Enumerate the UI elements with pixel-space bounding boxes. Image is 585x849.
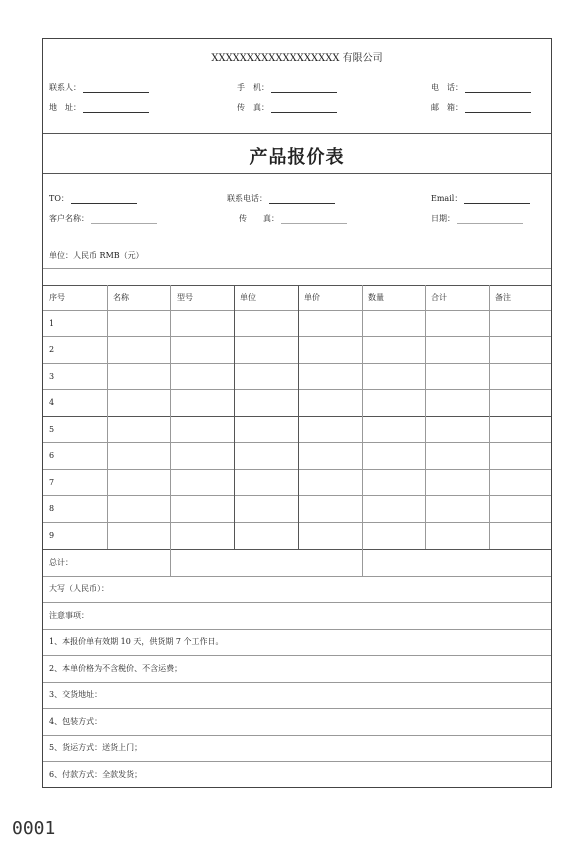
capital-amount-label: 大写（人民币）： (49, 584, 109, 593)
to-field[interactable] (49, 194, 137, 204)
table-row-divider (43, 416, 551, 417)
table-row-divider (43, 469, 551, 470)
mobile-field[interactable] (237, 83, 337, 93)
currency-unit-note: 单位：人民币 RMB（元） (49, 251, 144, 260)
table-row-divider (43, 363, 551, 364)
phone-field[interactable] (431, 83, 531, 93)
column-divider (425, 285, 426, 549)
notes-divider (43, 735, 551, 736)
column-divider (170, 285, 171, 576)
divider (43, 173, 551, 174)
customer-fax-label: 传 真： (239, 214, 279, 223)
customer-name-field[interactable] (49, 214, 157, 224)
mobile-label: 手 机： (237, 83, 269, 92)
header-fax-field[interactable] (237, 103, 337, 113)
header-email-label: 邮 箱： (431, 103, 463, 112)
table-header-divider (43, 310, 551, 311)
notes-divider (43, 629, 551, 630)
column-header-remarks: 备注 (495, 293, 511, 302)
company-name: XXXXXXXXXXXXXXXXXX 有限公司 (211, 53, 383, 64)
customer-name-label: 客户名称： (49, 214, 89, 223)
column-header-name: 名称 (113, 293, 129, 302)
note-item: 2、本单价格为不含税价、不含运费； (49, 664, 183, 673)
column-header-quantity: 数量 (368, 293, 384, 302)
address-line (83, 104, 149, 113)
row-number: 4 (49, 398, 55, 407)
table-row-divider (43, 389, 551, 390)
contact-phone-label: 联系电话： (227, 194, 267, 203)
contact-phone-line (269, 195, 335, 204)
contact-person-line (83, 84, 149, 93)
column-header-unit-price: 单价 (304, 293, 320, 302)
customer-fax-line (281, 215, 347, 224)
column-divider (107, 285, 108, 549)
contact-person-field[interactable] (49, 83, 149, 93)
column-header-subtotal: 合计 (431, 293, 447, 302)
to-line (71, 195, 137, 204)
date-label: 日期： (431, 214, 455, 223)
notes-heading: 注意事项： (49, 611, 89, 620)
customer-fax-field[interactable] (239, 214, 347, 224)
mobile-line (271, 84, 337, 93)
phone-label: 电 话： (431, 83, 463, 92)
contact-phone-field[interactable] (227, 194, 335, 204)
note-item: 1、本报价单有效期 10 天，供货期 7 个工作日。 (49, 637, 224, 646)
total-label: 总计： (49, 558, 73, 567)
row-number: 6 (49, 451, 55, 460)
to-label: TO： (49, 194, 69, 203)
notes-divider (43, 682, 551, 683)
row-number: 5 (49, 425, 55, 434)
table-row-divider (43, 522, 551, 523)
address-field[interactable] (49, 103, 149, 113)
page-number: 0001 (12, 818, 56, 839)
quotation-form (42, 38, 552, 788)
notes-divider (43, 708, 551, 709)
header-fax-label: 传 真： (237, 103, 269, 112)
table-row-divider (43, 336, 551, 337)
column-divider (298, 285, 299, 549)
header-email-field[interactable] (431, 103, 531, 113)
row-number: 2 (49, 345, 55, 354)
page-title: 产品报价表 (249, 147, 345, 168)
row-number: 7 (49, 478, 55, 487)
customer-name-line (91, 215, 157, 224)
header-fax-line (271, 104, 337, 113)
table-row-divider (43, 549, 551, 550)
date-line (457, 215, 523, 224)
table-row-divider (43, 495, 551, 496)
date-field[interactable] (431, 214, 523, 224)
row-number: 8 (49, 504, 55, 513)
divider (43, 133, 551, 134)
notes-divider (43, 761, 551, 762)
divider (43, 268, 551, 269)
row-number: 1 (49, 319, 55, 328)
note-item: 3、交货地址： (49, 690, 103, 699)
divider (43, 285, 551, 286)
customer-email-line (464, 195, 530, 204)
notes-divider (43, 655, 551, 656)
column-header-index: 序号 (49, 293, 65, 302)
contact-person-label: 联系人： (49, 83, 81, 92)
address-label: 地 址： (49, 103, 81, 112)
header-email-line (465, 104, 531, 113)
customer-email-label: Email： (431, 194, 463, 203)
column-header-unit: 单位 (240, 293, 256, 302)
column-divider (362, 285, 363, 576)
phone-line (465, 84, 531, 93)
row-number: 9 (49, 531, 55, 540)
table-row-divider (43, 442, 551, 443)
column-header-model: 型号 (177, 293, 193, 302)
column-divider (234, 285, 235, 549)
notes-divider (43, 602, 551, 603)
totals-divider (43, 576, 551, 577)
note-item: 6、付款方式：全款发货； (49, 770, 143, 779)
column-divider (489, 285, 490, 549)
note-item: 5、货运方式：送货上门； (49, 743, 143, 752)
row-number: 3 (49, 372, 55, 381)
note-item: 4、包装方式： (49, 717, 103, 726)
customer-email-field[interactable] (431, 194, 530, 204)
